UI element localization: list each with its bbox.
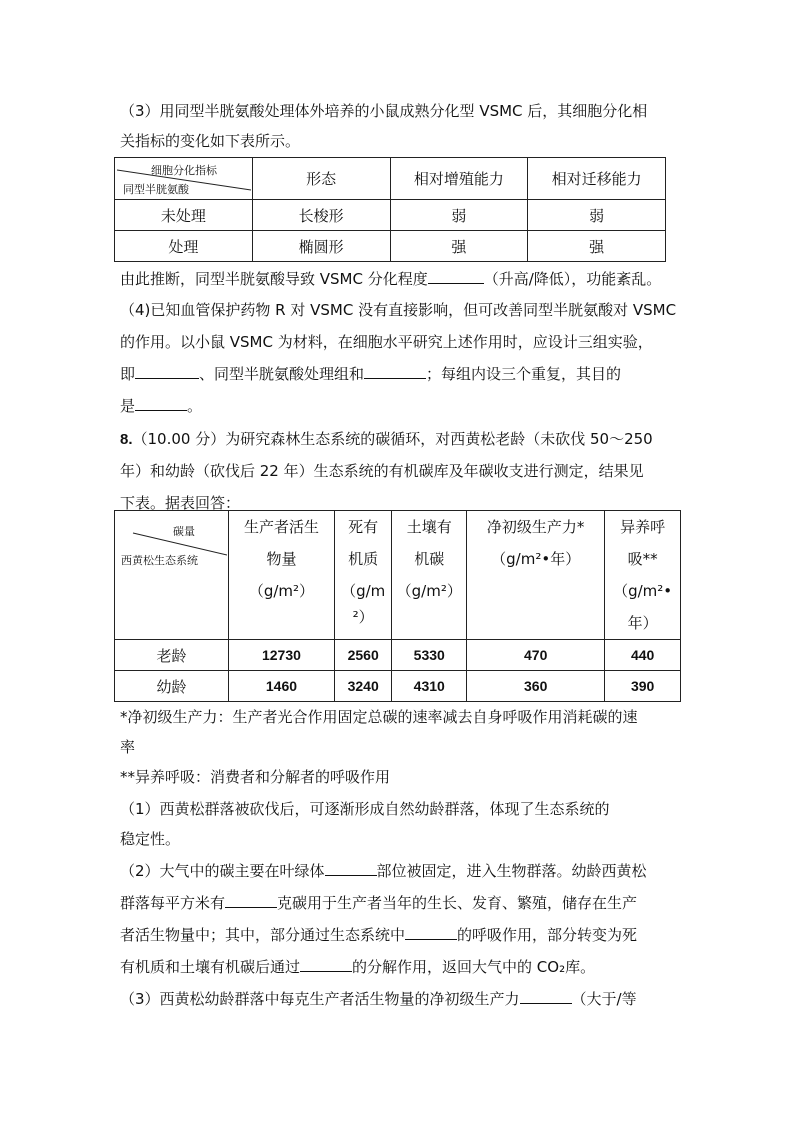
table-cell: 强 [390, 231, 528, 262]
answer-blank[interactable] [405, 925, 457, 940]
header-text: 土壤有 [406, 518, 452, 536]
header-text: 机质 [348, 550, 379, 568]
text: 、同型半胱氨酸处理组和 [199, 365, 365, 383]
row-label: 老龄 [115, 640, 229, 671]
table-cell: 470 [467, 640, 605, 671]
header-text: ²） [352, 608, 374, 626]
table-row [115, 640, 681, 671]
vsmc-table [114, 157, 666, 262]
table-cell: 12730 [229, 640, 335, 671]
answer-blank[interactable] [520, 989, 572, 1004]
header-text: （g/m²• [613, 582, 673, 600]
answer-blank[interactable] [364, 364, 426, 379]
q7-p3-line2: 关指标的变化如下表所示。 [120, 132, 301, 150]
vsmc-table-diag-header [115, 158, 253, 200]
table-cell: 强 [528, 231, 666, 262]
header-text: （g/m²•年） [491, 550, 581, 568]
carbon-table-diag-header [115, 511, 229, 640]
table-row [115, 200, 666, 231]
q8-s3-line [120, 989, 637, 1009]
text: 由此推断，同型半胱氨酸导致 VSMC 分化程度 [120, 270, 428, 288]
text: （10.00 分）为研究森林生态系统的碳循环，对西黄松老龄（未砍伐 50～250 [132, 430, 653, 448]
header-producer-biomass [229, 511, 335, 640]
header-text: 异养呼 [620, 518, 666, 536]
table-cell: 1460 [229, 671, 335, 702]
answer-blank[interactable] [225, 893, 277, 908]
answer-blank[interactable] [135, 364, 199, 379]
q8-note1-line2: 率 [120, 738, 136, 756]
header-dead-organic-matter [334, 511, 392, 640]
text: （2）大气中的碳主要在叶绿体 [120, 862, 325, 880]
row-label: 处理 [115, 231, 253, 262]
q8-note1-line1: *净初级生产力：生产者光合作用固定总碳的速率减去自身呼吸作用消耗碳的速 [120, 708, 638, 726]
header-text: 生产者活生 [243, 518, 319, 536]
q8-intro-line3: 下表。据表回答： [120, 494, 241, 512]
row-label: 未处理 [115, 200, 253, 231]
text: 即 [120, 365, 136, 383]
q8-s2-line3 [120, 925, 637, 945]
table-row [115, 671, 681, 702]
answer-blank[interactable] [300, 957, 352, 972]
diag-bottom-label: 西黄松生态系统 [121, 554, 198, 567]
header-text: 年） [627, 614, 658, 632]
q7-p4-line1: （4)已知血管保护药物 R 对 VSMC 没有直接影响，但可改善同型半胱氨酸对 VSMC [120, 301, 677, 319]
header-text: （g/m²） [396, 582, 462, 600]
text: 克碳用于生产者当年的生长、发育、繁殖，储存在生产 [277, 894, 638, 912]
diag-bottom-label: 同型半胱氨酸 [123, 183, 189, 196]
q7-p3-line1: （3）用同型半胱氨酸处理体外培养的小鼠成熟分化型 VSMC 后，其细胞分化相 [120, 102, 648, 120]
table-cell: 2560 [334, 640, 392, 671]
text: 的分解作用，返回大气中的 CO₂库。 [352, 958, 596, 976]
text: 部位被固定，进入生物群落。幼龄西黄松 [376, 862, 647, 880]
text: 的呼吸作用，部分转变为死 [457, 926, 638, 944]
q7-p4-line2: 的作用。以小鼠 VSMC 为材料，在细胞水平研究上述作用时，应设计三组实验， [120, 333, 653, 351]
table-row [115, 231, 666, 262]
q8-note2: **异养呼吸：消费者和分解者的呼吸作用 [120, 768, 391, 786]
q8-s2-line2 [120, 893, 637, 913]
text: 是 [120, 397, 136, 415]
answer-blank[interactable] [135, 396, 187, 411]
text: （升高/降低），功能紊乱。 [483, 270, 662, 288]
answer-blank[interactable] [325, 861, 377, 876]
header-soil-organic-carbon [392, 511, 467, 640]
q7-p4-line4 [120, 396, 202, 416]
text: 有机质和土壤有机碳后通过 [120, 958, 301, 976]
q8-s2-line1 [120, 861, 647, 881]
vsmc-header-cell: 相对迁移能力 [528, 158, 666, 200]
answer-blank[interactable] [428, 269, 484, 284]
q8-s1-line2: 稳定性。 [120, 830, 181, 848]
diagonal-line-icon [115, 511, 227, 638]
vsmc-header-cell: 形态 [252, 158, 390, 200]
table-cell: 长梭形 [252, 200, 390, 231]
header-text: （g/m [341, 582, 386, 600]
text: （3）西黄松幼龄群落中每克生产者活生物量的净初级生产力 [120, 990, 520, 1008]
text: 。 [187, 397, 203, 415]
table-cell: 弱 [528, 200, 666, 231]
text: ；每组内设三个重复，其目的 [426, 365, 622, 383]
text: 群落每平方米有 [120, 894, 226, 912]
q7-p4-line3 [120, 364, 621, 384]
table-cell: 5330 [392, 640, 467, 671]
header-text: （g/m²） [248, 582, 315, 600]
table-cell: 4310 [392, 671, 467, 702]
table-cell: 弱 [390, 200, 528, 231]
q8-intro-line1 [120, 429, 653, 450]
header-heterotrophic-respiration [605, 511, 681, 640]
table-cell: 椭圆形 [252, 231, 390, 262]
table-cell: 360 [467, 671, 605, 702]
question-number: 8. [120, 431, 133, 448]
diag-top-label: 碳量 [173, 525, 195, 538]
q8-intro-line2: 年）和幼龄（砍伐后 22 年）生态系统的有机碳库及年碳收支进行测定，结果见 [120, 462, 644, 480]
table-cell: 390 [605, 671, 681, 702]
header-text: 物量 [266, 550, 297, 568]
diag-top-label: 细胞分化指标 [151, 164, 217, 177]
carbon-table [114, 510, 681, 702]
header-text: 机碳 [414, 550, 445, 568]
table-cell: 440 [605, 640, 681, 671]
row-label: 幼龄 [115, 671, 229, 702]
header-net-primary-production [467, 511, 605, 640]
table-cell: 3240 [334, 671, 392, 702]
vsmc-header-cell: 相对增殖能力 [390, 158, 528, 200]
q8-s1-line1: （1）西黄松群落被砍伐后，可逐渐形成自然幼龄群落，体现了生态系统的 [120, 800, 610, 818]
text: 者活生物量中；其中，部分通过生态系统中 [120, 926, 406, 944]
header-text: 死有 [348, 518, 379, 536]
q8-s2-line4 [120, 957, 595, 977]
header-text: 吸** [627, 550, 658, 568]
text: （大于/等 [571, 990, 637, 1008]
q7-inference-line [120, 269, 661, 289]
header-text: 净初级生产力* [486, 518, 585, 536]
